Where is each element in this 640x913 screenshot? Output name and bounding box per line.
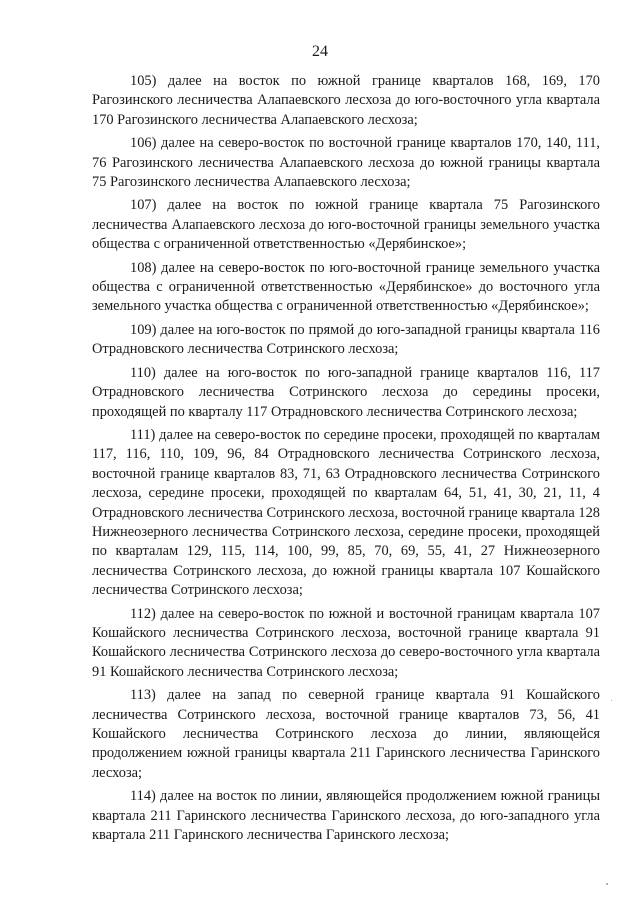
paragraph-112: 112) далее на северо-восток по южной и восточной границам квартала 107 Кошайского лесничества Сотринского лесхоза, восточной границе квартала 91 Кошайского лесничества Сотринского лесхоза до северо-восточного угла квартала 91 Кошайского лесничества Сотринского лесхоза; <box>92 605 600 680</box>
paragraph-114: 114) далее на восток по линии, являющейся продолжением южной границы квартала 211 Гаринского лесничества Гаринского лесхоза, до юго-западного угла квартала 211 Гаринского лесничества Гаринского лесхоза; <box>92 788 600 844</box>
page-number: 24 <box>312 43 328 60</box>
scan-speck <box>606 883 608 885</box>
paragraph-108: 108) далее на северо-восток по юго-восточной границе земельного участка общества с ограниченной ответственностью «Дерябинское» до восточного угла земельного участка общества с ограниченной ответственностью «Дерябинское»; <box>92 259 600 315</box>
paragraph-109: 109) далее на юго-восток по прямой до юго-западной границы квартала 116 Отрадновского лесничества Сотринского лесхоза; <box>92 321 600 358</box>
paragraph-111: 111) далее на северо-восток по середине просеки, проходящей по кварталам 117, 116, 110, 109, 96, 84 Отрадновского лесничества Сотринского лесхоза, восточной границе кварталов 83, 71, 63 Отрадновского лесничества Сотринского лесхоза, середине просеки, проходящей по кварталам 64, 51, 41, 30, 21, 11, 4 Отрадновского лесничества Сотринского лесхоза, восточной границе квартала 128 Нижнеозерного лесничества Сотринского лесхоза, середине просеки, проходящей по кварталам 129, 115, 114, 100, 99, 85, 70, 69, 55, 41, 27 Нижнеозерного лесничества Сотринского лесхоза, до южной границы квартала 107 Кошайского лесничества Сотринского лесхоза; <box>92 426 600 599</box>
paragraph-107: 107) далее на восток по южной границе квартала 75 Рагозинского лесничества Алапаевского лесхоза до юго-восточной границы земельного участка общества с ограниченной ответственностью «Дерябинское»; <box>92 197 600 253</box>
scan-speck <box>611 700 612 701</box>
paragraph-113: 113) далее на запад по северной границе квартала 91 Кошайского лесничества Сотринского лесхоза, восточной границе кварталов 73, 56, 41 Кошайского лесничества Сотринского лесхоза до линии, являющейся продолжением южной границы квартала 211 Гаринского лесничества Гаринского лесхоза; <box>92 687 600 781</box>
paragraph-110: 110) далее на юго-восток по юго-западной границе кварталов 116, 117 Отрадновского лесничества Сотринского лесхоза до середины просеки, проходящей по кварталу 117 Отрадновского лесничества Сотринского лесхоза; <box>92 364 600 420</box>
paragraph-106: 106) далее на северо-восток по восточной границе кварталов 170, 140, 111, 76 Рагозинского лесничества Алапаевского лесхоза до южной границы квартала 75 Рагозинского лесничества Алапаевского лесхоза; <box>92 135 600 191</box>
paragraph-105: 105) далее на восток по южной границе кварталов 168, 169, 170 Рагозинского лесничества Алапаевского лесхоза до юго-восточного угла квартала 170 Рагозинского лесничества Алапаевского лесхоза; <box>92 73 600 128</box>
document-body <box>92 72 600 849</box>
